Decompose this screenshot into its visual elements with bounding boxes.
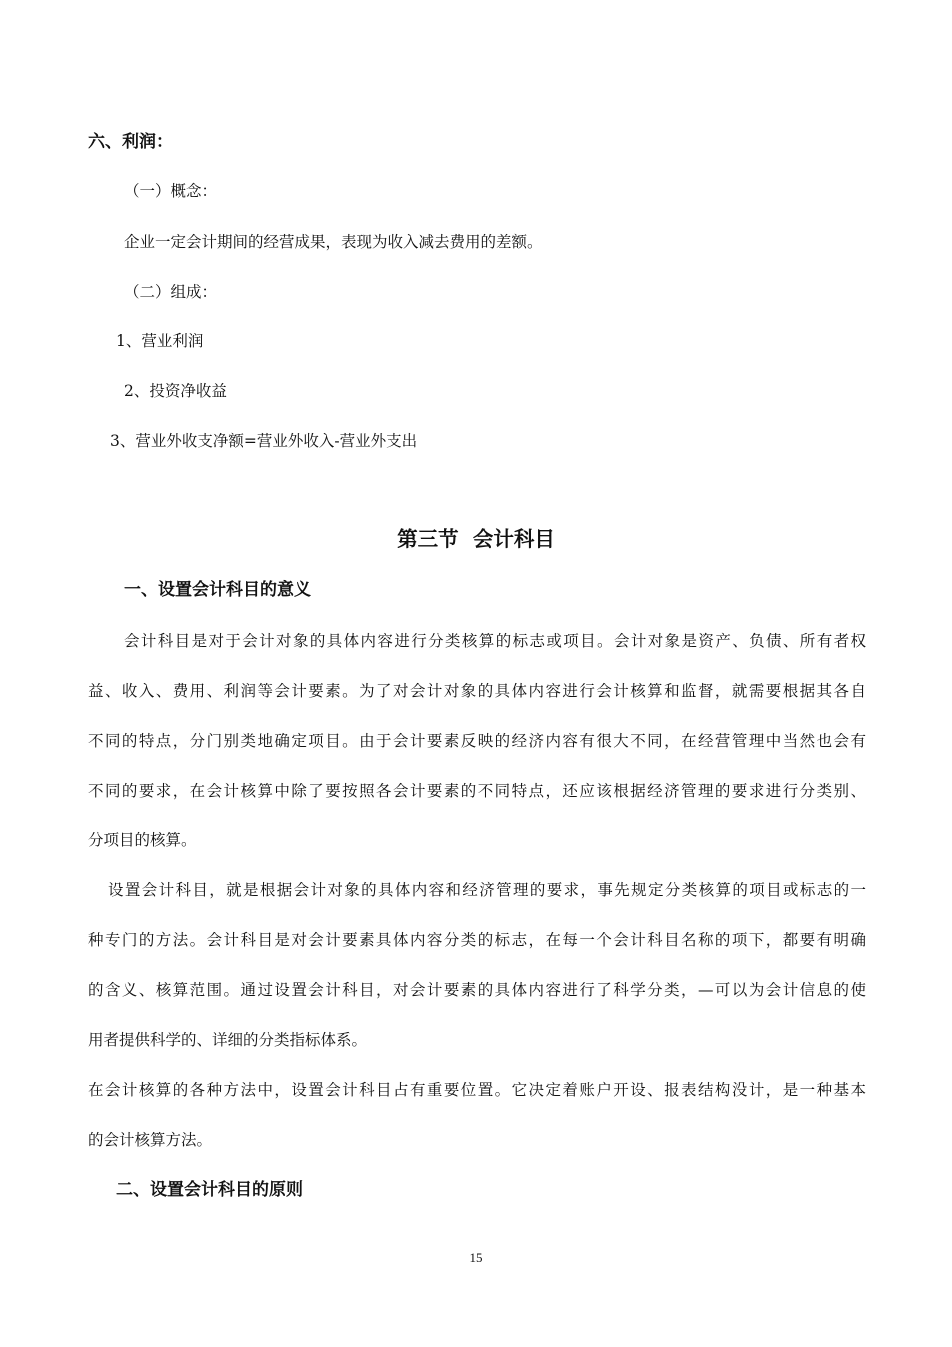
sub1-heading: 一、设置会计科目的意义 bbox=[124, 580, 311, 600]
section-title: 第三节 会计科目 bbox=[397, 527, 555, 551]
composition-item-1: 1、营业利润 bbox=[116, 332, 204, 350]
para1-line-4: 不同的要求，在会计核算中除了要按照各会计要素的不同特点，还应该根据经济管理的要求进行分类别、 bbox=[88, 782, 866, 800]
concept-text: 企业一定会计期间的经营成果，表现为收入减去费用的差额。 bbox=[124, 233, 543, 251]
profit-heading: 六、利润： bbox=[88, 132, 173, 152]
para2-line-2: 种专门的方法。会计科目是对会计要素具体内容分类的标志，在每一个会计科目名称的项下，都要有明确 bbox=[88, 931, 866, 949]
para3-line-1: 在会计核算的各种方法中，设置会计科目占有重要位置。它决定着账户开设、报表结构没计，是一种基本 bbox=[88, 1081, 866, 1099]
composition-label: （二）组成： bbox=[124, 283, 218, 301]
para2-line-1: 设置会计科目，就是根据会计对象的具体内容和经济管理的要求，事先规定分类核算的项目或标志的一 bbox=[108, 881, 866, 899]
para2-line-4: 用者提供科学的、详细的分类指标体系。 bbox=[88, 1031, 368, 1049]
para1-line-3: 不同的特点，分门别类地确定项目。由于会计要素反映的经济内容有很大不同，在经营管理中当然也会有 bbox=[88, 732, 866, 750]
page-number: 15 bbox=[469, 1250, 483, 1265]
composition-item-3: 3、营业外收支净额=营业外收入-营业外支出 bbox=[110, 432, 418, 450]
composition-item-2: 2、投资净收益 bbox=[124, 382, 227, 400]
para2-line-3: 的含义、核算范围。通过设置会计科目，对会计要素的具体内容进行了科学分类，—可以为会计信息的使 bbox=[88, 981, 866, 999]
para3-line-2: 的会计核算方法。 bbox=[88, 1131, 213, 1149]
concept-label: （一）概念： bbox=[124, 182, 218, 200]
para1-line-2: 益、收入、费用、利润等会计要素。为了对会计对象的具体内容进行会计核算和监督，就需要根据其各自 bbox=[88, 682, 866, 700]
para1-line-5: 分项目的核算。 bbox=[88, 831, 197, 849]
sub2-heading: 二、设置会计科目的原则 bbox=[116, 1180, 303, 1200]
para1-line-1: 会计科目是对于会计对象的具体内容进行分类核算的标志或项目。会计对象是资产、负债、所有者权 bbox=[124, 632, 866, 650]
